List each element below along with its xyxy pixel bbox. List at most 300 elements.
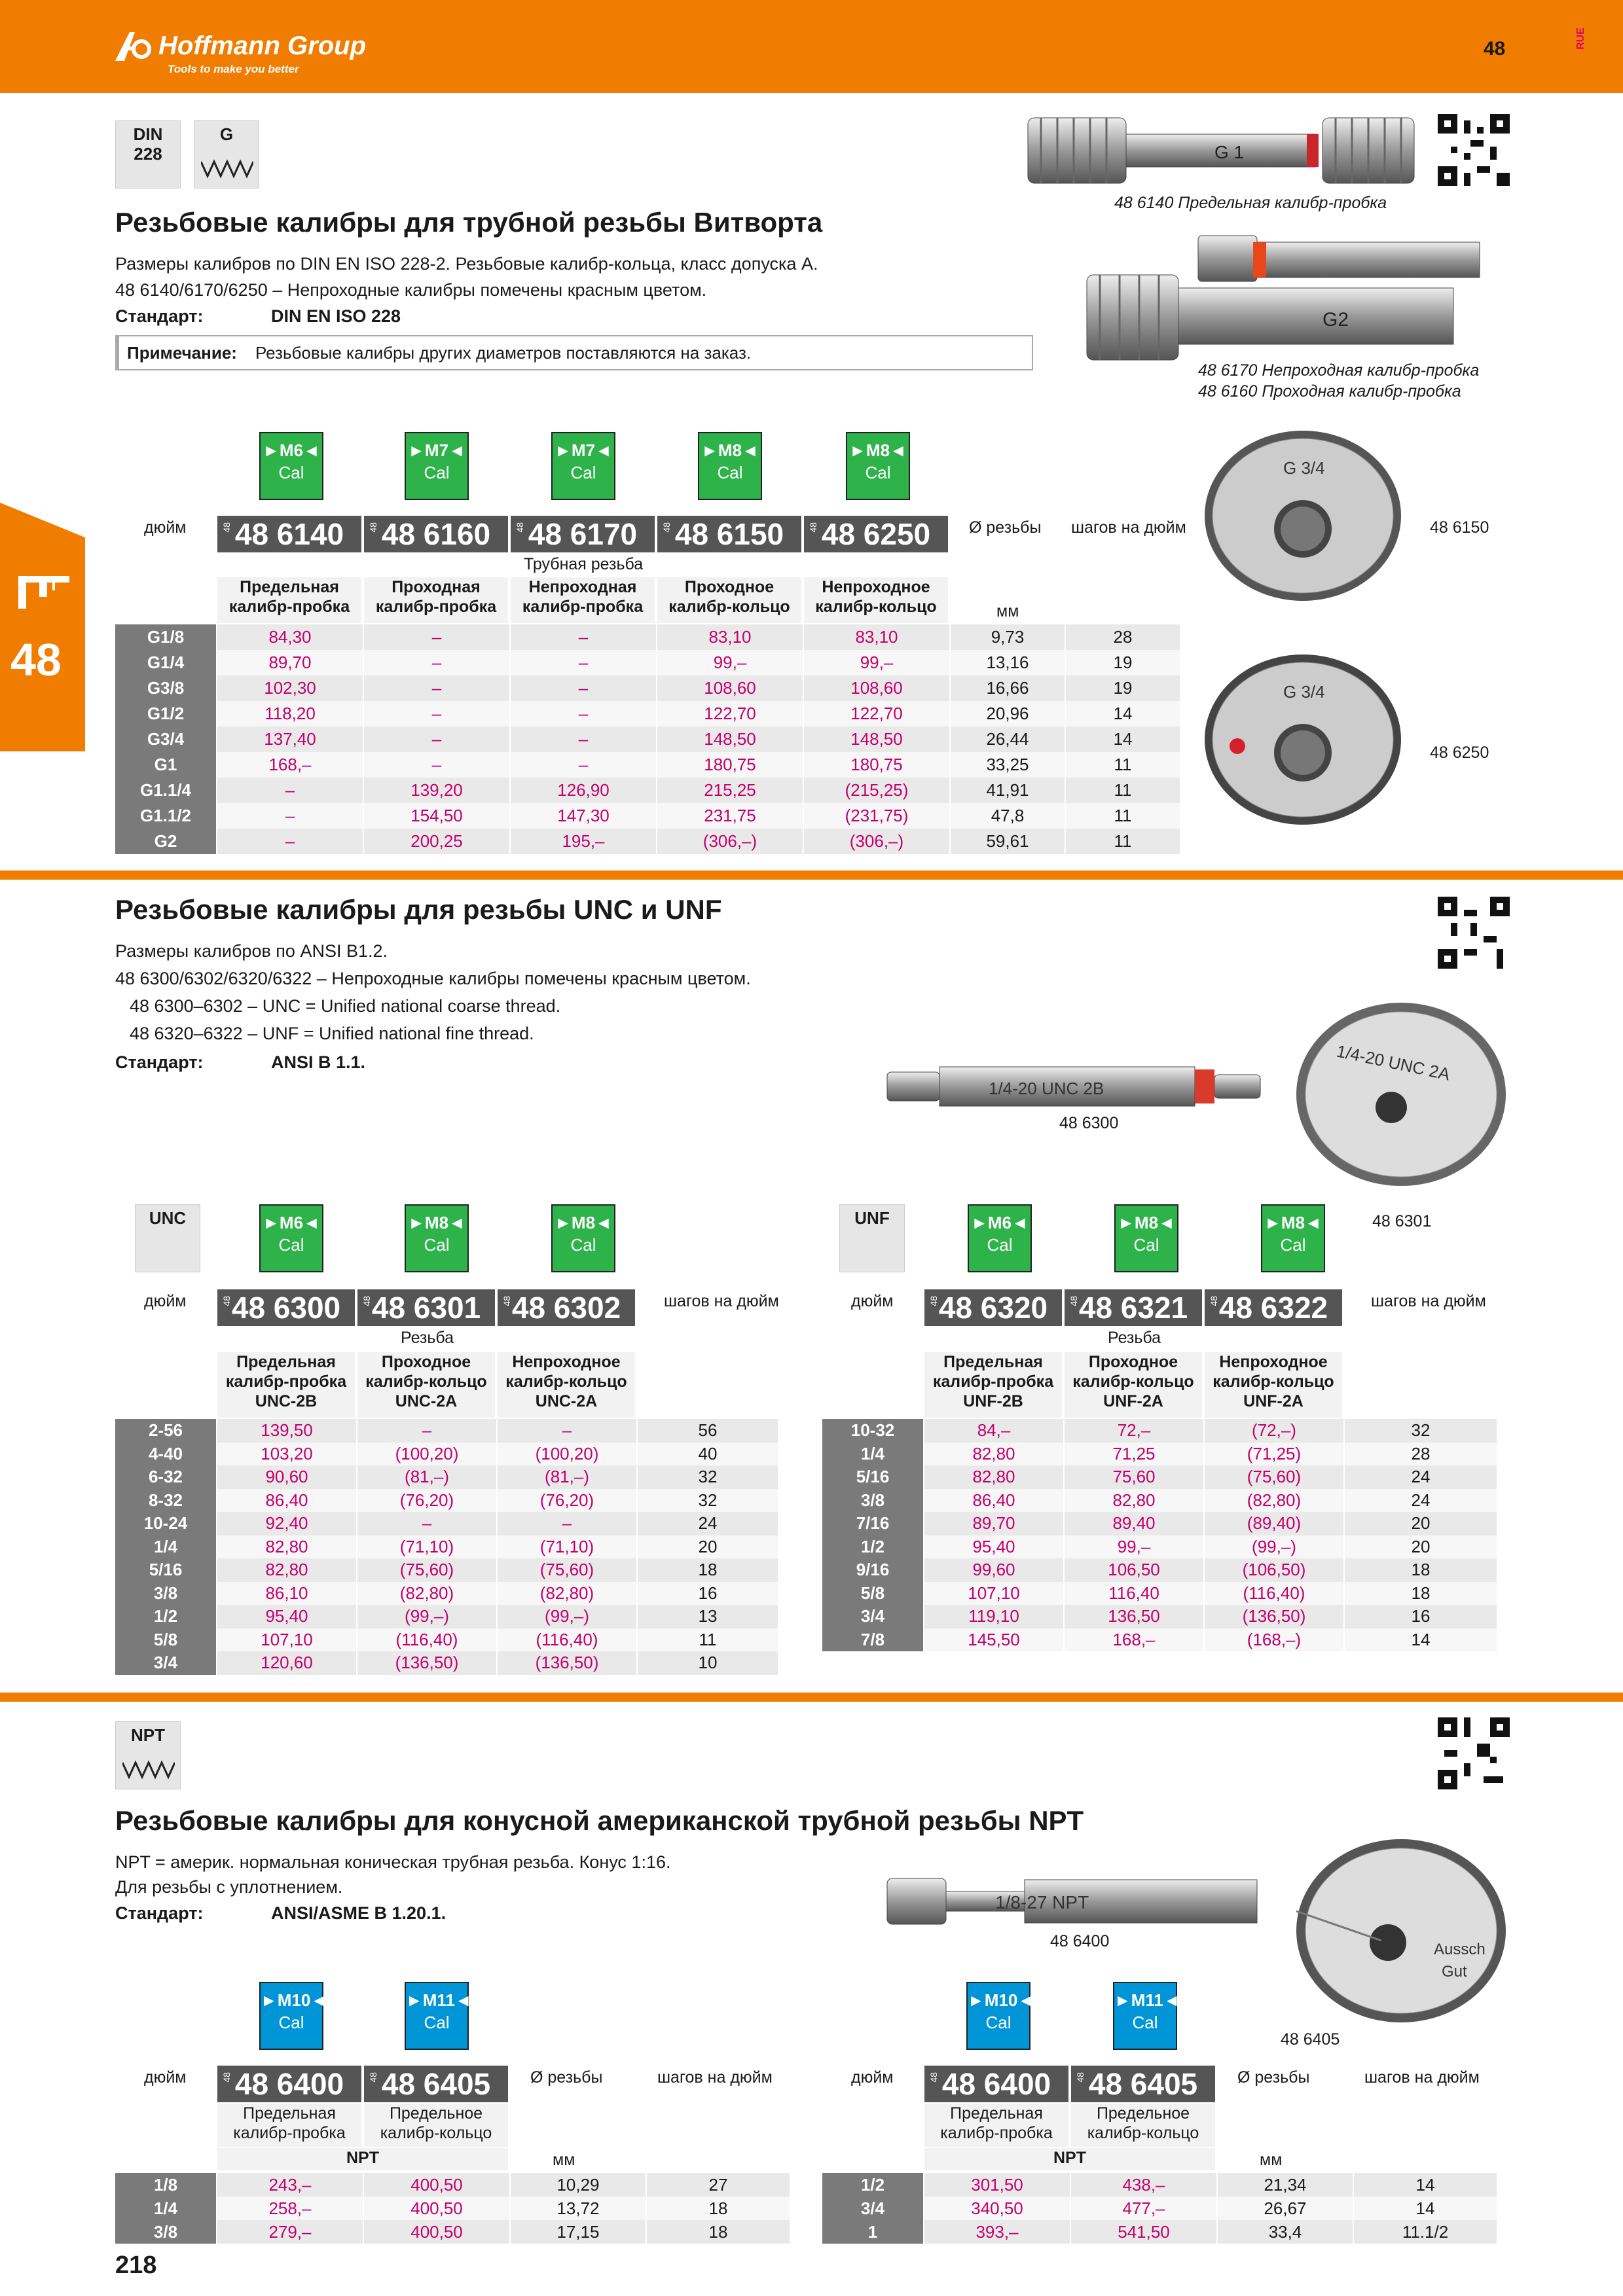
- standard-value: DIN EN ISO 228: [271, 306, 401, 326]
- table-cell: 26,67: [1218, 2197, 1354, 2220]
- article-prefix: 48: [808, 522, 818, 533]
- table-cell: 11: [638, 1628, 779, 1652]
- table-cell: 13: [638, 1605, 779, 1628]
- table-cell: (116,40): [1205, 1582, 1345, 1605]
- article-number: [1065, 1289, 1202, 1326]
- article-prefix: 48: [1209, 1296, 1219, 1306]
- table-cell: 231,75: [657, 803, 804, 829]
- unc-badge: UNC: [135, 1204, 200, 1272]
- standard-label: Стандарт:: [115, 306, 204, 326]
- table-cell: 89,40: [1065, 1512, 1205, 1535]
- table-cell: 86,40: [924, 1489, 1065, 1513]
- cal-label: Cal: [278, 462, 304, 482]
- table-cell: 20: [638, 1535, 779, 1559]
- row-key: 3/4: [822, 2197, 924, 2220]
- desc-line: Размеры калибров по DIN EN ISO 228-2. Резьбовые калибр-кольца, класс допуска A.: [115, 254, 818, 274]
- row-key: 1/4: [822, 1443, 924, 1466]
- table-cell: 200,25: [364, 829, 511, 854]
- table-cell: 301,50: [924, 2173, 1071, 2197]
- cal-label: Cal: [570, 1234, 596, 1255]
- table-cell: 19: [1066, 675, 1181, 701]
- table-cell: –: [364, 650, 511, 675]
- tolerance-class: ►M8◄: [408, 1213, 465, 1232]
- chapter-number: 48: [1484, 38, 1506, 60]
- cal-label: Cal: [424, 1234, 450, 1255]
- table-cell: 86,10: [217, 1582, 357, 1605]
- table-cell: 154,50: [364, 803, 511, 829]
- article-prefix: 48: [221, 522, 232, 533]
- table-cell: (82,80): [357, 1582, 498, 1605]
- brand-logo: [115, 31, 366, 61]
- table-cell: (100,20): [498, 1443, 638, 1466]
- row-key: 4-40: [115, 1443, 217, 1466]
- article-prefix: 48: [515, 522, 525, 533]
- calibration-badge: [968, 1204, 1032, 1272]
- calibration-badge: [259, 1982, 328, 2050]
- table-cell: 13,72: [511, 2197, 647, 2220]
- row-key: G1.1/2: [115, 803, 217, 829]
- group-label: Резьба: [1108, 1329, 1161, 1347]
- table-cell: –: [511, 675, 657, 701]
- table-cell: (136,50): [498, 1651, 638, 1675]
- row-key: 1/8: [115, 2173, 217, 2197]
- inch-label: дюйм: [144, 1292, 187, 1310]
- table-cell: 95,40: [924, 1535, 1065, 1559]
- tolerance-class: ►M11◄: [1114, 1990, 1180, 2010]
- table-cell: –: [364, 675, 511, 701]
- unit-label: мм: [1260, 2151, 1283, 2169]
- calibration-badge: [698, 432, 762, 500]
- table-cell: (136,50): [357, 1651, 498, 1675]
- table-cell: 195,–: [511, 829, 657, 854]
- table-cell: (75,60): [1205, 1465, 1345, 1489]
- table-cell: (100,20): [357, 1443, 498, 1466]
- page-number: 218: [115, 2251, 157, 2279]
- table-cell: –: [511, 752, 657, 778]
- tolerance-class: ►M8◄: [1118, 1213, 1175, 1232]
- row-key: 3/8: [115, 2220, 217, 2244]
- row-key: G1/4: [115, 650, 217, 675]
- table-cell: 19: [1066, 650, 1181, 675]
- article-number: [924, 2066, 1068, 2102]
- image-caption: 48 6300: [1059, 1114, 1119, 1132]
- table-cell: 18: [647, 2197, 791, 2220]
- table-cell: 84,–: [924, 1419, 1065, 1443]
- table-cell: 82,80: [924, 1443, 1065, 1466]
- group-label: NPT: [924, 2148, 1215, 2170]
- article-prefix: 48: [928, 2072, 939, 2083]
- table-cell: 99,60: [924, 1558, 1065, 1582]
- group-label: Трубная резьба: [524, 555, 644, 573]
- article-prefix: 48: [361, 1296, 372, 1306]
- table-cell: 24: [1345, 1489, 1498, 1513]
- row-key: 5/16: [822, 1465, 924, 1489]
- table-cell: (116,40): [498, 1628, 638, 1652]
- table-cell: 92,40: [217, 1512, 357, 1535]
- table-cell: 243,–: [217, 2173, 364, 2197]
- table-cell: 11.1/2: [1354, 2220, 1498, 2244]
- table-cell: 28: [1066, 624, 1181, 650]
- article-code: 48 6170: [528, 517, 638, 551]
- unc-plug-gauge-image: [884, 1054, 1270, 1119]
- table-cell: (76,20): [498, 1489, 638, 1513]
- table-cell: –: [217, 778, 364, 803]
- row-key: 5/8: [115, 1628, 217, 1652]
- article-prefix: 48: [661, 522, 672, 533]
- table-cell: 215,25: [657, 778, 804, 803]
- inch-label: дюйм: [144, 518, 187, 537]
- desc-line: 48 6300–6302 – UNC = Unified national coarse thread.: [130, 996, 561, 1016]
- npt-badge: NPT: [115, 1721, 181, 1789]
- table-cell: –: [511, 650, 657, 675]
- table-cell: 41,91: [951, 778, 1066, 803]
- article-code: 48 6400: [234, 2067, 344, 2101]
- table-cell: 148,50: [804, 726, 951, 752]
- article-number: [1205, 1289, 1342, 1326]
- din-badge: DIN 228: [115, 120, 181, 188]
- tolerance-class: ►M11◄: [406, 1990, 472, 2010]
- table-cell: (168,–): [1205, 1628, 1345, 1652]
- row-key: G1/2: [115, 701, 217, 726]
- chapter-side-tab: [0, 503, 85, 751]
- article-number: [498, 1289, 635, 1326]
- standard-label: Стандарт:: [115, 1903, 204, 1923]
- table-cell: 17,15: [511, 2220, 647, 2244]
- table-cell: 28: [1345, 1443, 1498, 1466]
- desc-line: 48 6300/6302/6320/6322 – Непроходные калибры помечены красным цветом.: [115, 969, 751, 988]
- table-cell: 119,10: [924, 1605, 1065, 1628]
- table-cell: 33,25: [951, 752, 1066, 778]
- table-cell: (306,–): [657, 829, 804, 854]
- thread-type-badge: G: [194, 120, 259, 188]
- gauge-label: 1/4-20 UNC 2B: [989, 1079, 1104, 1098]
- article-code: 48 6140: [234, 517, 344, 551]
- desc-line: Для резьбы с уплотнением.: [115, 1877, 343, 1897]
- column-subheader: Непроходная калибр-пробка: [511, 577, 655, 623]
- table-cell: 13,16: [951, 650, 1066, 675]
- article-code: 48 6300: [231, 1291, 341, 1325]
- cal-label: Cal: [865, 462, 891, 482]
- thread-profile-icon: [122, 1760, 175, 1780]
- row-key: 1/2: [822, 1535, 924, 1559]
- table-cell: 82,80: [217, 1558, 357, 1582]
- column-subheader: Непроходное калибр-кольцо: [804, 577, 948, 623]
- article-code: 48 6250: [821, 517, 931, 551]
- image-caption: 48 6150: [1430, 518, 1489, 537]
- article-number: [924, 1289, 1062, 1326]
- article-number: [511, 516, 655, 552]
- cal-label: Cal: [278, 1234, 304, 1255]
- tolerance-class: ►M8◄: [1264, 1213, 1322, 1232]
- thread-profile-icon: [201, 159, 253, 179]
- table-cell: 477,–: [1071, 2197, 1218, 2220]
- standard-label: Стандарт:: [115, 1052, 204, 1072]
- cal-label: Cal: [985, 2012, 1012, 2032]
- brand-tagline: Tools to make you better: [168, 63, 299, 75]
- thread-diameter-label: Ø резьбы: [530, 2068, 603, 2087]
- unit-label: мм: [996, 602, 1019, 620]
- steps-per-inch-label: шагов на дюйм: [657, 2068, 773, 2087]
- steps-per-inch-label: шагов на дюйм: [664, 1292, 779, 1310]
- row-key: 3/4: [115, 1651, 217, 1675]
- table-cell: 32: [638, 1489, 779, 1513]
- tolerance-class: ►M8◄: [555, 1213, 612, 1232]
- table-cell: 89,70: [217, 650, 364, 675]
- inch-label: дюйм: [144, 2068, 187, 2087]
- article-code: 48 6321: [1078, 1291, 1188, 1325]
- cal-label: Cal: [278, 2012, 304, 2032]
- table-cell: –: [511, 701, 657, 726]
- table-cell: 83,10: [657, 624, 804, 650]
- table-cell: 148,50: [657, 726, 804, 752]
- table-cell: –: [217, 803, 364, 829]
- table-cell: 33,4: [1218, 2220, 1354, 2244]
- table-cell: 90,60: [217, 1465, 357, 1489]
- table-cell: 24: [638, 1512, 779, 1535]
- desc-line: NPT = америк. нормальная коническая трубная резьба. Конус 1:16.: [115, 1852, 671, 1872]
- section-title: Резьбовые калибры для конусной американской трубной резьбы NPT: [115, 1805, 1084, 1836]
- table-cell: 16: [638, 1582, 779, 1605]
- table-cell: 122,70: [657, 701, 804, 726]
- table-cell: –: [498, 1512, 638, 1535]
- tolerance-class: ►M10◄: [968, 1990, 1035, 2010]
- table-cell: 84,30: [217, 624, 364, 650]
- table-cell: 14: [1066, 701, 1181, 726]
- table-cell: 400,50: [364, 2173, 511, 2197]
- table-cell: –: [357, 1512, 498, 1535]
- table-cell: (99,–): [357, 1605, 498, 1628]
- image-caption: 48 6405: [1281, 2030, 1340, 2049]
- row-key: G1/8: [115, 624, 217, 650]
- row-key: 1/4: [115, 2197, 217, 2220]
- gauge-label: 1/8-27 NPT: [995, 1892, 1089, 1912]
- unc-ring-gauge-image: [1290, 996, 1512, 1193]
- table-cell: 18: [1345, 1558, 1498, 1582]
- qr-code-icon[interactable]: [1438, 1717, 1510, 1789]
- table-cell: 89,70: [924, 1512, 1065, 1535]
- calibration-badge: [551, 1204, 615, 1272]
- table-cell: 168,–: [217, 752, 364, 778]
- table-cell: –: [357, 1419, 498, 1443]
- table-cell: 82,80: [217, 1535, 357, 1559]
- calibration-badge: [846, 432, 910, 500]
- table-cell: 99,–: [1065, 1535, 1205, 1559]
- table-cell: 122,70: [804, 701, 951, 726]
- row-key: 8-32: [115, 1489, 217, 1513]
- article-number: [804, 516, 948, 552]
- section-title: Резьбовые калибры для трубной резьбы Витворта: [115, 207, 823, 238]
- table-cell: 72,–: [1065, 1419, 1205, 1443]
- thread-plug-gauges-image: [1074, 229, 1499, 367]
- standard-value: ANSI B 1.1.: [271, 1052, 366, 1072]
- table-cell: 103,20: [217, 1443, 357, 1466]
- article-prefix: 48: [1075, 2072, 1085, 2083]
- article-number: [217, 2066, 361, 2102]
- table-cell: 180,75: [804, 752, 951, 778]
- cal-label: Cal: [717, 462, 743, 482]
- column-subheader: Предельное калибр-кольцо: [1071, 2104, 1215, 2147]
- article-number: [1071, 2066, 1215, 2102]
- table-cell: 137,40: [217, 726, 364, 752]
- table-cell: 139,20: [364, 778, 511, 803]
- calibration-badge: [1114, 1204, 1178, 1272]
- article-code: 48 6160: [381, 517, 491, 551]
- table-cell: 20: [1345, 1512, 1498, 1535]
- table-cell: 108,60: [804, 675, 951, 701]
- table-cell: 9,73: [951, 624, 1066, 650]
- table-cell: 11: [1066, 803, 1181, 829]
- article-code: 48 6301: [371, 1291, 481, 1325]
- table-cell: (82,80): [1205, 1489, 1345, 1513]
- section-title: Резьбовые калибры для резьбы UNC и UNF: [115, 894, 722, 925]
- gauge-label: Gut: [1442, 1963, 1467, 1981]
- row-key: G2: [115, 829, 217, 854]
- image-caption: 48 6160 Проходная калибр-пробка: [1198, 382, 1461, 401]
- calibration-badge: [1261, 1204, 1325, 1272]
- column-subheader: Непроходное калибр-кольцо UNC-2A: [498, 1352, 635, 1418]
- table-cell: 16: [1345, 1605, 1498, 1628]
- table-cell: 10,29: [511, 2173, 647, 2197]
- table-cell: (231,75): [804, 803, 951, 829]
- qr-code-icon[interactable]: [1438, 114, 1510, 186]
- table-cell: 11: [1066, 752, 1181, 778]
- no-go-ring-gauge-image: [1198, 648, 1421, 838]
- article-prefix: 48: [501, 1296, 512, 1306]
- steps-per-inch-label: шагов на дюйм: [1371, 1292, 1486, 1310]
- article-code: 48 6320: [938, 1291, 1048, 1325]
- table-cell: 82,80: [924, 1465, 1065, 1489]
- image-caption: 48 6170 Непроходная калибр-пробка: [1198, 361, 1480, 380]
- table-cell: (76,20): [357, 1489, 498, 1513]
- table-cell: 147,30: [511, 803, 657, 829]
- table-cell: (306,–): [804, 829, 951, 854]
- table-cell: 71,25: [1065, 1443, 1205, 1466]
- image-caption: 48 6400: [1050, 1932, 1110, 1950]
- inch-label: дюйм: [851, 2068, 894, 2087]
- article-code: 48 6302: [511, 1291, 621, 1325]
- table-cell: (81,–): [357, 1465, 498, 1489]
- table-cell: (116,40): [357, 1628, 498, 1652]
- table-cell: 340,50: [924, 2197, 1071, 2220]
- calibration-badge: [1113, 1982, 1180, 2050]
- desc-line: 48 6320–6322 – UNF = Unified national fine thread.: [130, 1024, 534, 1043]
- calibration-badge: [405, 1204, 469, 1272]
- note-box: Примечание: Резьбовые калибры других диаметров поставляются на заказ.: [115, 335, 1033, 370]
- steps-per-inch-label: шагов на дюйм: [1071, 518, 1186, 537]
- article-prefix: 48: [221, 1296, 232, 1306]
- article-prefix: 48: [928, 1296, 939, 1306]
- table-cell: 102,30: [217, 675, 364, 701]
- table-cell: 56: [638, 1419, 779, 1443]
- row-key: 1: [822, 2220, 924, 2244]
- article-number: [364, 516, 508, 552]
- table-cell: 108,60: [657, 675, 804, 701]
- calibration-badge: [405, 1982, 472, 2050]
- table-cell: 258,–: [217, 2197, 364, 2220]
- row-key: 2-56: [115, 1419, 217, 1443]
- table-cell: 21,34: [1218, 2173, 1354, 2197]
- calibration-badge: [259, 432, 323, 500]
- table-cell: (99,–): [1205, 1535, 1345, 1559]
- article-number: [364, 2066, 508, 2102]
- row-key: G1.1/4: [115, 778, 217, 803]
- table-cell: 11: [1066, 778, 1181, 803]
- article-number: [217, 1289, 355, 1326]
- cal-label: Cal: [424, 2012, 450, 2032]
- table-cell: 18: [1345, 1582, 1498, 1605]
- table-cell: 116,40: [1065, 1582, 1205, 1605]
- table-cell: 139,50: [217, 1419, 357, 1443]
- row-key: G3/8: [115, 675, 217, 701]
- table-cell: 393,–: [924, 2220, 1071, 2244]
- unit-label: мм: [553, 2151, 575, 2169]
- section-divider: [0, 870, 1623, 880]
- column-subheader: Предельная калибр-пробка UNC-2B: [217, 1352, 355, 1418]
- table-cell: 99,–: [804, 650, 951, 675]
- group-label: NPT: [217, 2148, 508, 2170]
- table-cell: 40: [638, 1443, 779, 1466]
- thread-ring-gauge-image: [1198, 424, 1421, 614]
- unf-badge: UNF: [839, 1204, 905, 1272]
- table-cell: 18: [647, 2220, 791, 2244]
- thread-diameter-label: Ø резьбы: [969, 518, 1042, 537]
- cal-label: Cal: [987, 1234, 1013, 1255]
- table-cell: 16,66: [951, 675, 1066, 701]
- desc-line: Размеры калибров по ANSI B1.2.: [115, 941, 388, 961]
- row-key: 3/8: [822, 1489, 924, 1513]
- table-cell: (72,–): [1205, 1419, 1345, 1443]
- column-subheader: Проходная калибр-пробка: [364, 577, 508, 623]
- row-key: 10-32: [822, 1419, 924, 1443]
- table-cell: 14: [1066, 726, 1181, 752]
- image-caption: 48 6301: [1372, 1212, 1432, 1230]
- gauge-label: G 1: [1214, 142, 1245, 162]
- table-cell: 26,44: [951, 726, 1066, 752]
- table-cell: 95,40: [217, 1605, 357, 1628]
- table-cell: (99,–): [498, 1605, 638, 1628]
- desc-line: 48 6140/6170/6250 – Непроходные калибры помечены красным цветом.: [115, 280, 707, 300]
- image-caption: 48 6250: [1430, 744, 1489, 762]
- section-divider: [0, 1693, 1623, 1702]
- table-cell: 145,50: [924, 1628, 1065, 1652]
- table-cell: –: [364, 701, 511, 726]
- cal-label: Cal: [1280, 1234, 1306, 1255]
- language-code: RUE: [1575, 27, 1586, 50]
- qr-code-icon[interactable]: [1438, 897, 1510, 969]
- table-cell: –: [364, 726, 511, 752]
- article-prefix: 48: [221, 2072, 232, 2083]
- table-cell: (106,50): [1205, 1558, 1345, 1582]
- article-prefix: 48: [368, 522, 378, 533]
- row-key: G1: [115, 752, 217, 778]
- article-code: 48 6150: [674, 517, 784, 551]
- table-cell: 99,–: [657, 650, 804, 675]
- brand-name: Hoffmann Group: [158, 31, 367, 60]
- column-subheader: Проходное калибр-кольцо: [657, 577, 801, 623]
- column-subheader: Предельная калибр-пробка: [217, 2104, 361, 2147]
- cal-label: Cal: [424, 462, 450, 482]
- table-cell: 20,96: [951, 701, 1066, 726]
- gauge-label: G 3/4: [1283, 458, 1325, 478]
- article-code: 48 6322: [1218, 1291, 1328, 1325]
- inch-label: дюйм: [851, 1292, 894, 1310]
- table-cell: (215,25): [804, 778, 951, 803]
- npt-plug-gauge-image: [884, 1865, 1264, 1937]
- table-cell: –: [511, 624, 657, 650]
- table-cell: –: [364, 624, 511, 650]
- table-cell: (82,80): [498, 1582, 638, 1605]
- table-cell: (71,10): [498, 1535, 638, 1559]
